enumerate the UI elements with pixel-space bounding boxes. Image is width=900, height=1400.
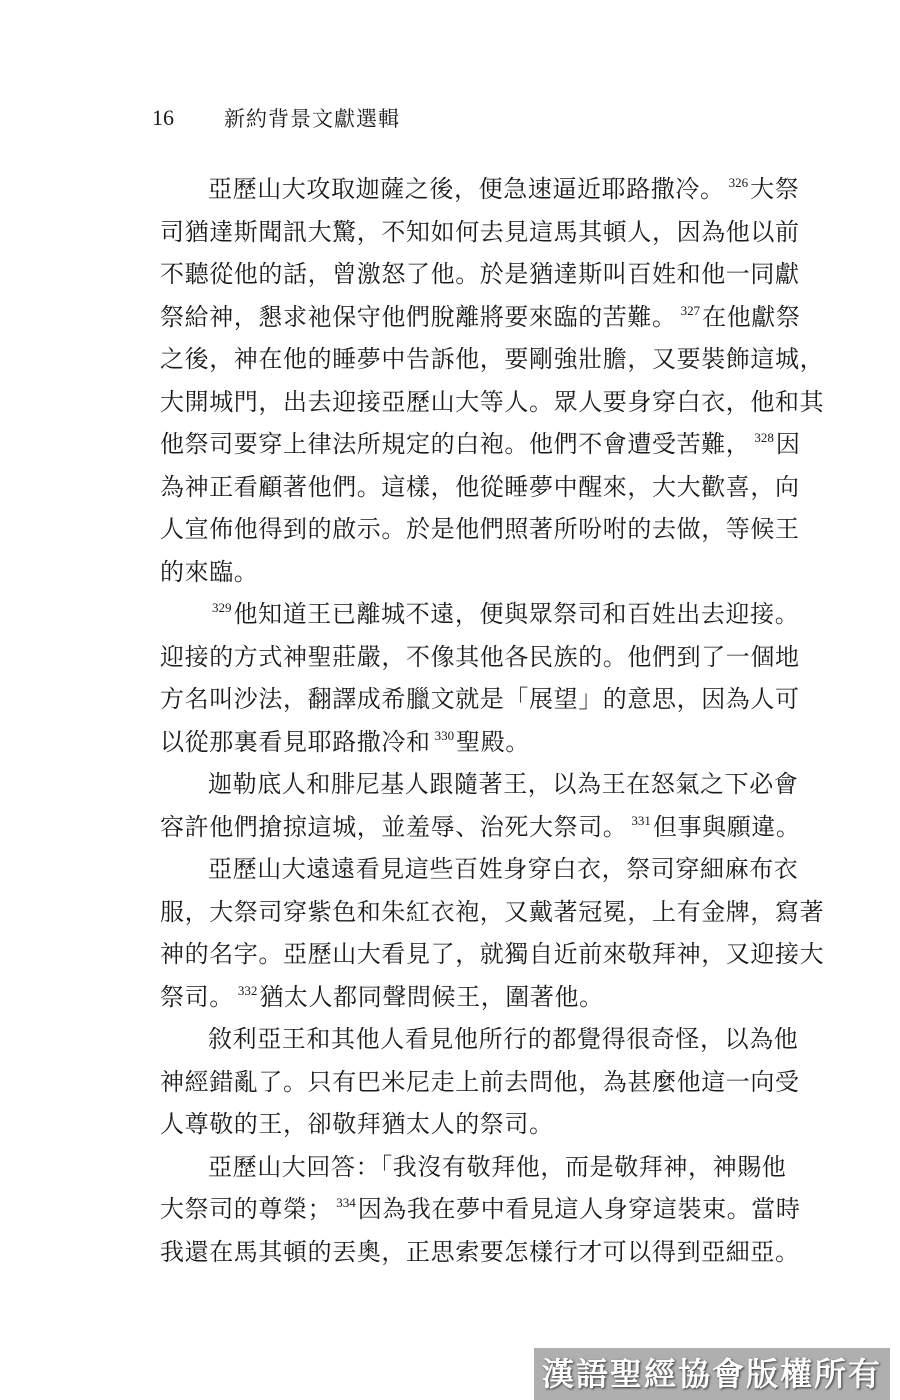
text-segment: 亞歷山大遠遠看見這些百姓身穿白衣，祭司穿細麻布衣: [208, 855, 799, 883]
text-segment: 為神正看顧著他們。這樣，他從睡夢中醒來，大大歡喜，向: [160, 472, 800, 501]
text-line: [160, 721, 820, 764]
text-segment: 神的名字。亞歷山大看見了，就獨自近前來敬拜神，又迎接大: [160, 940, 825, 968]
text-line: [160, 508, 820, 551]
text-segment: 司猶達斯聞訊大驚，不知如何去見這馬其頓人，因為他以前: [160, 217, 800, 246]
text-segment: 服，大祭司穿紫色和朱紅衣袍，又戴著冠冕，上有金牌，寫著: [160, 897, 825, 926]
text-line: [160, 1146, 820, 1189]
text-line: [160, 211, 820, 254]
text-line: [160, 168, 820, 211]
text-segment: 人尊敬的王，卻敬拜猶太人的祭司。: [160, 1110, 554, 1138]
text-line: [160, 806, 820, 849]
text-line: [160, 338, 825, 381]
text-line: [160, 296, 820, 339]
text-segment: 迦勒底人和腓尼基人跟隨著王，以為王在怒氣之下必會: [208, 770, 799, 798]
text-line: [160, 1103, 820, 1146]
text-segment: 容許他們搶掠這城，並羞辱、治死大祭司。: [160, 812, 628, 841]
text-line: [160, 253, 820, 296]
text-segment: 人宣佈他得到的啟示。於是他們照著所吩咐的去做，等候王: [160, 515, 800, 543]
text-segment: 亞歷山大攻取迦薩之後，便急速逼近耶路撒冷。: [208, 175, 725, 203]
text-segment: 之後，神在他的睡夢中告訴他，要剛強壯膽，又要裝飾這城，: [160, 345, 825, 373]
verse-number: 331: [631, 812, 651, 828]
text-line: [160, 933, 825, 976]
text-line: [160, 381, 825, 424]
verse-number: 329: [212, 600, 232, 615]
text-line: [160, 636, 820, 679]
text-segment: 祭給神，懇求祂保守他們脫離將要來臨的苦難。: [160, 302, 677, 331]
text-segment: 猶太人都同聲問候王，圍著他。: [259, 982, 604, 1011]
page-number: 16: [152, 105, 174, 130]
text-line: [160, 1018, 820, 1061]
text-line: [160, 593, 820, 636]
text-line: [160, 466, 820, 509]
text-segment: 因: [775, 430, 801, 458]
text-line: [160, 763, 820, 806]
verse-number: 327: [680, 302, 701, 318]
text-line: [160, 1061, 820, 1104]
text-segment: 敘利亞王和其他人看見他所行的都覺得很奇怪，以為他: [208, 1025, 799, 1053]
text-line: [160, 678, 820, 721]
text-segment: 我還在馬其頓的丟奧，正思索要怎樣行才可以得到亞細亞。: [160, 1237, 800, 1266]
text-segment: 不聽從他的話，曾激怒了他。於是猶達斯叫百姓和他一同獻: [160, 260, 800, 288]
text-line: [160, 423, 820, 466]
text-line: [160, 1188, 820, 1231]
text-segment: 但事與願違。: [652, 812, 801, 841]
verse-number: 326: [728, 175, 749, 190]
body-text: [160, 168, 825, 1273]
text-segment: 祭司。: [160, 982, 234, 1011]
verse-number: 332: [237, 982, 258, 998]
text-segment: 神經錯亂了。只有巴米尼走上前去問他，為甚麼他這一向受: [160, 1067, 800, 1096]
text-line: [160, 1231, 820, 1274]
verse-number: 334: [336, 1195, 356, 1210]
text-segment: 他祭司要穿上律法所規定的白袍。他們不會遭受苦難，: [160, 430, 751, 458]
text-segment: 以從那裏看見耶路撒冷和: [160, 727, 431, 756]
text-segment: 聖殿。: [456, 727, 530, 756]
text-segment: 在他獻祭: [702, 302, 801, 331]
text-segment: 的來臨。: [160, 557, 259, 586]
verse-number: 328: [754, 430, 774, 445]
book-title: 新約背景文獻選輯: [224, 107, 400, 131]
text-segment: 大祭: [750, 175, 800, 203]
text-segment: 方名叫沙法，翻譯成希臘文就是「展望」的意思，因為人可: [160, 685, 800, 713]
page-header: [152, 100, 400, 136]
text-segment: 他知道王已離城不遠，便與眾祭司和百姓出去迎接。: [233, 600, 800, 628]
copyright-watermark: 漢語聖經協會版權所有: [534, 1348, 890, 1400]
text-segment: 亞歷山大回答：「我沒有敬拜他，而是敬拜神，神賜他: [208, 1152, 787, 1181]
text-segment: 迎接的方式神聖莊嚴，不像其他各民族的。他們到了一個地: [160, 642, 800, 671]
text-segment: 因為我在夢中看見這人身穿這裝束。當時: [357, 1195, 801, 1223]
text-line: [160, 848, 820, 891]
text-line: [160, 976, 820, 1019]
text-segment: 大開城門，出去迎接亞歷山大等人。眾人要身穿白衣，他和其: [160, 387, 825, 416]
text-line: [160, 551, 820, 594]
text-segment: 大祭司的尊榮；: [160, 1195, 333, 1223]
verse-number: 330: [434, 727, 455, 743]
text-line: [160, 891, 825, 934]
